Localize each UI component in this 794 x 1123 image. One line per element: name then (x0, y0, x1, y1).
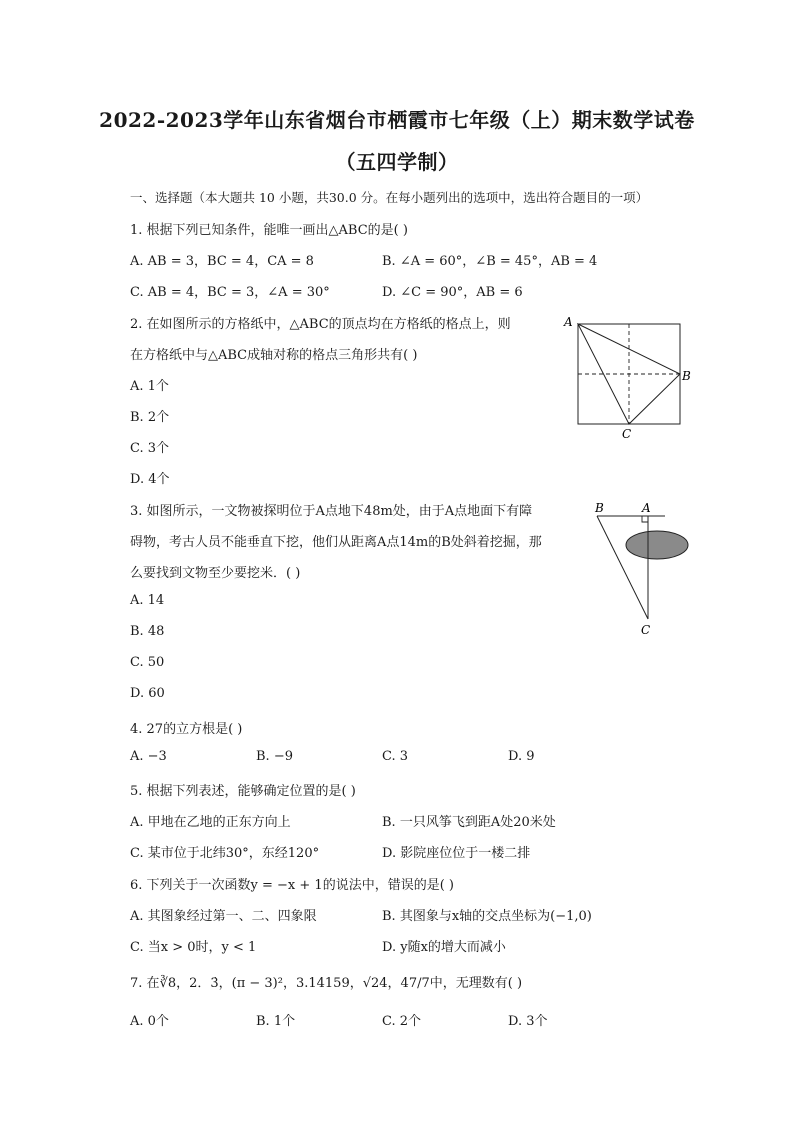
label-a: A (642, 501, 651, 515)
q7-option-a: A. 0个 (130, 1014, 169, 1029)
q3-stem-line2: 碍物，考古人员不能垂直下挖，他们从距离A点14m的B处斜着挖掘，那 (130, 535, 542, 550)
q4-stem: 4. 27的立方根是( ) (130, 722, 243, 737)
q3-option-a: A. 14 (130, 593, 165, 608)
q4-option-d: D. 9 (508, 749, 535, 764)
q3-option-b: B. 48 (130, 624, 165, 639)
q7-stem: 7. 在∛8，2．3̇，(π − 3)²，3.14159，√24，47/7中，无理数有( ) (130, 976, 523, 991)
q6-option-d: D. y随x的增大而减小 (382, 940, 506, 955)
q2-stem-line2: 在方格纸中与△ABC成轴对称的格点三角形共有( ) (130, 348, 418, 363)
obstacle-ellipse (626, 531, 688, 559)
q7-option-d: D. 3个 (508, 1014, 548, 1029)
q7-option-c: C. 2个 (382, 1014, 422, 1029)
q1-option-d: D. ∠C = 90°，AB = 6 (382, 285, 523, 300)
q5-option-a: A. 甲地在乙地的正东方向上 (130, 815, 291, 830)
q2-stem-line1: 2. 在如图所示的方格纸中，△ABC的顶点均在方格纸的格点上，则 (130, 317, 511, 332)
q6-option-a: A. 其图象经过第一、二、四象限 (130, 909, 317, 924)
slant-bc (597, 516, 648, 619)
q5-stem: 5. 根据下列表述，能够确定位置的是( ) (130, 784, 356, 799)
q5-option-c: C. 某市位于北纬30°，东经120° (130, 846, 320, 861)
q5-option-b: B. 一只风筝飞到距A处20米处 (382, 815, 556, 830)
q6-stem: 6. 下列关于一次函数y = −x + 1的说法中，错误的是( ) (130, 878, 454, 893)
q1-option-b: B. ∠A = 60°，∠B = 45°，AB = 4 (382, 254, 598, 269)
q5-option-d: D. 影院座位位于一楼二排 (382, 846, 531, 861)
q1-option-a: A. AB = 3，BC = 4，CA = 8 (130, 254, 314, 269)
q2-option-b: B. 2个 (130, 410, 170, 425)
q4-option-b: B. −9 (256, 749, 293, 764)
right-angle-mark (642, 516, 648, 522)
q6-option-c: C. 当x > 0时，y < 1 (130, 940, 257, 955)
paper-title-line2: （五四学制） (335, 150, 459, 174)
q3-excavation-figure (585, 498, 705, 643)
q2-grid-figure (560, 310, 700, 445)
q4-option-a: A. −3 (130, 749, 167, 764)
q7-option-b: B. 1个 (256, 1014, 296, 1029)
q3-stem-line3: 么要找到文物至少要挖米．( ) (130, 566, 301, 581)
label-a: A (564, 315, 573, 329)
label-c: C (622, 427, 632, 441)
q2-option-d: D. 4个 (130, 472, 170, 487)
q6-option-b: B. 其图象与x轴的交点坐标为(−1,0) (382, 909, 592, 924)
q2-option-c: C. 3个 (130, 441, 170, 456)
section-heading: 一、选择题（本大题共 10 小题，共30.0 分。在每小题列出的选项中，选出符合题目的一项） (130, 190, 649, 205)
q1-stem: 1. 根据下列已知条件，能唯一画出△ABC的是( ) (130, 223, 408, 238)
q4-option-c: C. 3 (382, 749, 409, 764)
label-b: B (682, 369, 691, 383)
label-b: B (595, 501, 604, 515)
q3-stem-line1: 3. 如图所示，一文物被探明位于A点地下48m处，由于A点地面下有障 (130, 504, 533, 519)
q3-option-c: C. 50 (130, 655, 165, 670)
paper-title-line1: 2022-2023学年山东省烟台市栖霞市七年级（上）期末数学试卷 (99, 108, 695, 132)
label-c: C (641, 623, 651, 637)
q1-option-c: C. AB = 4，BC = 3，∠A = 30° (130, 285, 330, 300)
q2-option-a: A. 1个 (130, 379, 169, 394)
q3-option-d: D. 60 (130, 686, 165, 701)
